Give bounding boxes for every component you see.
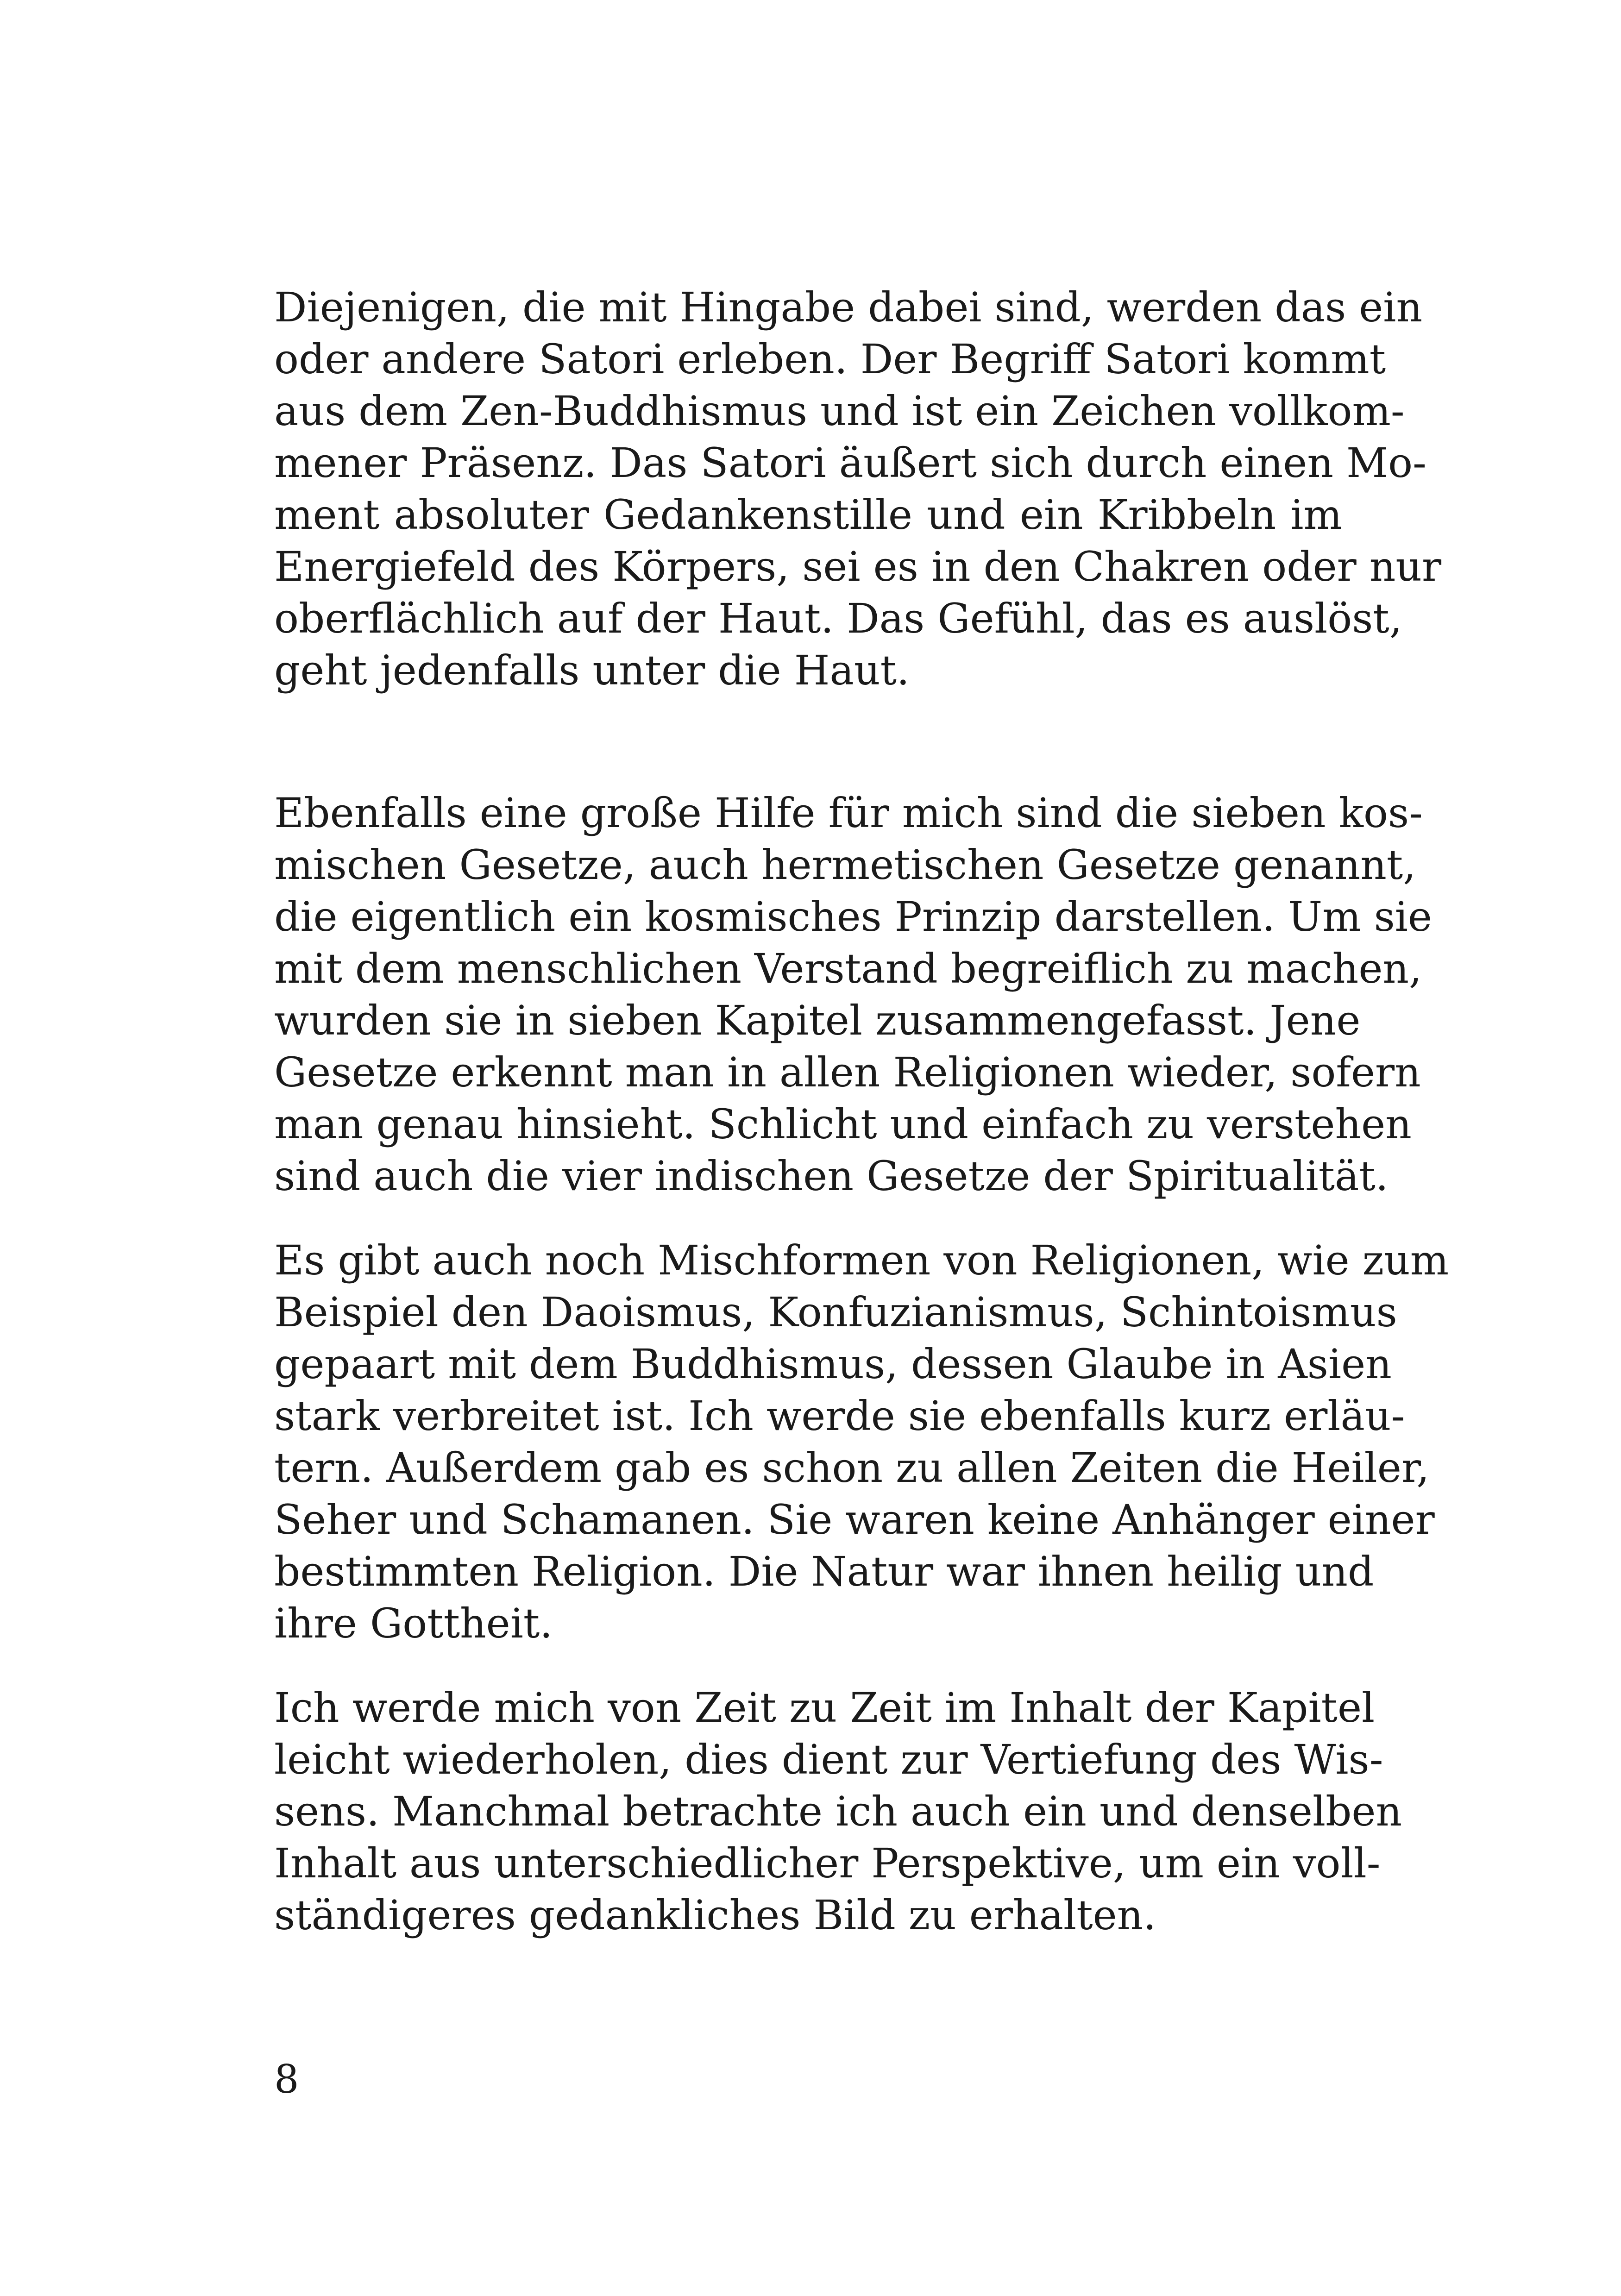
text-line: geht jedenfalls unter die Haut. bbox=[274, 646, 910, 694]
text-line: oder andere Satori erleben. Der Begriff Satori kommt bbox=[274, 335, 1386, 383]
text-line: man genau hinsieht. Schlicht und einfach zu verstehen bbox=[274, 1100, 1412, 1148]
text-line: Es gibt auch noch Mischformen von Religionen, wie zum bbox=[274, 1236, 1449, 1284]
page-number: 8 bbox=[274, 2057, 299, 2102]
text-line: mener Präsenz. Das Satori äußert sich durch einen Mo- bbox=[274, 439, 1426, 487]
text-line: sind auch die vier indischen Gesetze der Spiritualität. bbox=[274, 1152, 1389, 1200]
text-line: ment absoluter Gedankenstille und ein Kribbeln im bbox=[274, 491, 1342, 539]
text-line: Seher und Schamanen. Sie waren keine Anhänger einer bbox=[274, 1496, 1435, 1543]
text-line: Ich werde mich von Zeit zu Zeit im Inhalt der Kapitel bbox=[274, 1684, 1375, 1731]
paragraph-1 bbox=[274, 282, 1442, 696]
paragraph-4 bbox=[274, 1682, 1402, 1941]
text-line: tern. Außerdem gab es schon zu allen Zeiten die Heiler, bbox=[274, 1444, 1430, 1492]
paragraph-3 bbox=[274, 1235, 1449, 1650]
text-line: sens. Manchmal betrachte ich auch ein und denselben bbox=[274, 1788, 1402, 1835]
text-line: ständigeres gedankliches Bild zu erhalten. bbox=[274, 1891, 1156, 1939]
text-line: Beispiel den Daoismus, Konfuzianismus, Schintoismus bbox=[274, 1288, 1397, 1336]
text-line: die eigentlich ein kosmisches Prinzip darstellen. Um sie bbox=[274, 893, 1433, 941]
text-line: gepaart mit dem Buddhismus, dessen Glaube in Asien bbox=[274, 1340, 1392, 1388]
text-line: bestimmten Religion. Die Natur war ihnen heilig und bbox=[274, 1548, 1374, 1595]
text-line: Ebenfalls eine große Hilfe für mich sind die sieben kos- bbox=[274, 789, 1423, 837]
text-line: aus dem Zen-Buddhismus und ist ein Zeichen vollkom- bbox=[274, 387, 1405, 435]
text-line: stark verbreitet ist. Ich werde sie ebenfalls kurz erläu- bbox=[274, 1392, 1405, 1440]
text-line: Energiefeld des Körpers, sei es in den Chakren oder nur bbox=[274, 543, 1442, 590]
text-line: wurden sie in sieben Kapitel zusammengefasst. Jene bbox=[274, 997, 1361, 1044]
text-line: mischen Gesetze, auch hermetischen Gesetze genannt, bbox=[274, 841, 1416, 889]
text-line: ihre Gottheit. bbox=[274, 1600, 553, 1647]
text-line: Gesetze erkennt man in allen Religionen wieder, sofern bbox=[274, 1048, 1421, 1096]
text-line: mit dem menschlichen Verstand begreiflich zu machen, bbox=[274, 945, 1422, 992]
text-line: Inhalt aus unterschiedlicher Perspektive, um ein voll- bbox=[274, 1839, 1381, 1887]
text-line: leicht wiederholen, dies dient zur Vertiefung des Wis- bbox=[274, 1736, 1383, 1783]
paragraph-2 bbox=[274, 787, 1433, 1202]
text-line: Diejenigen, die mit Hingabe dabei sind, werden das ein bbox=[274, 283, 1423, 331]
text-line: oberflächlich auf der Haut. Das Gefühl, das es auslöst, bbox=[274, 595, 1402, 642]
